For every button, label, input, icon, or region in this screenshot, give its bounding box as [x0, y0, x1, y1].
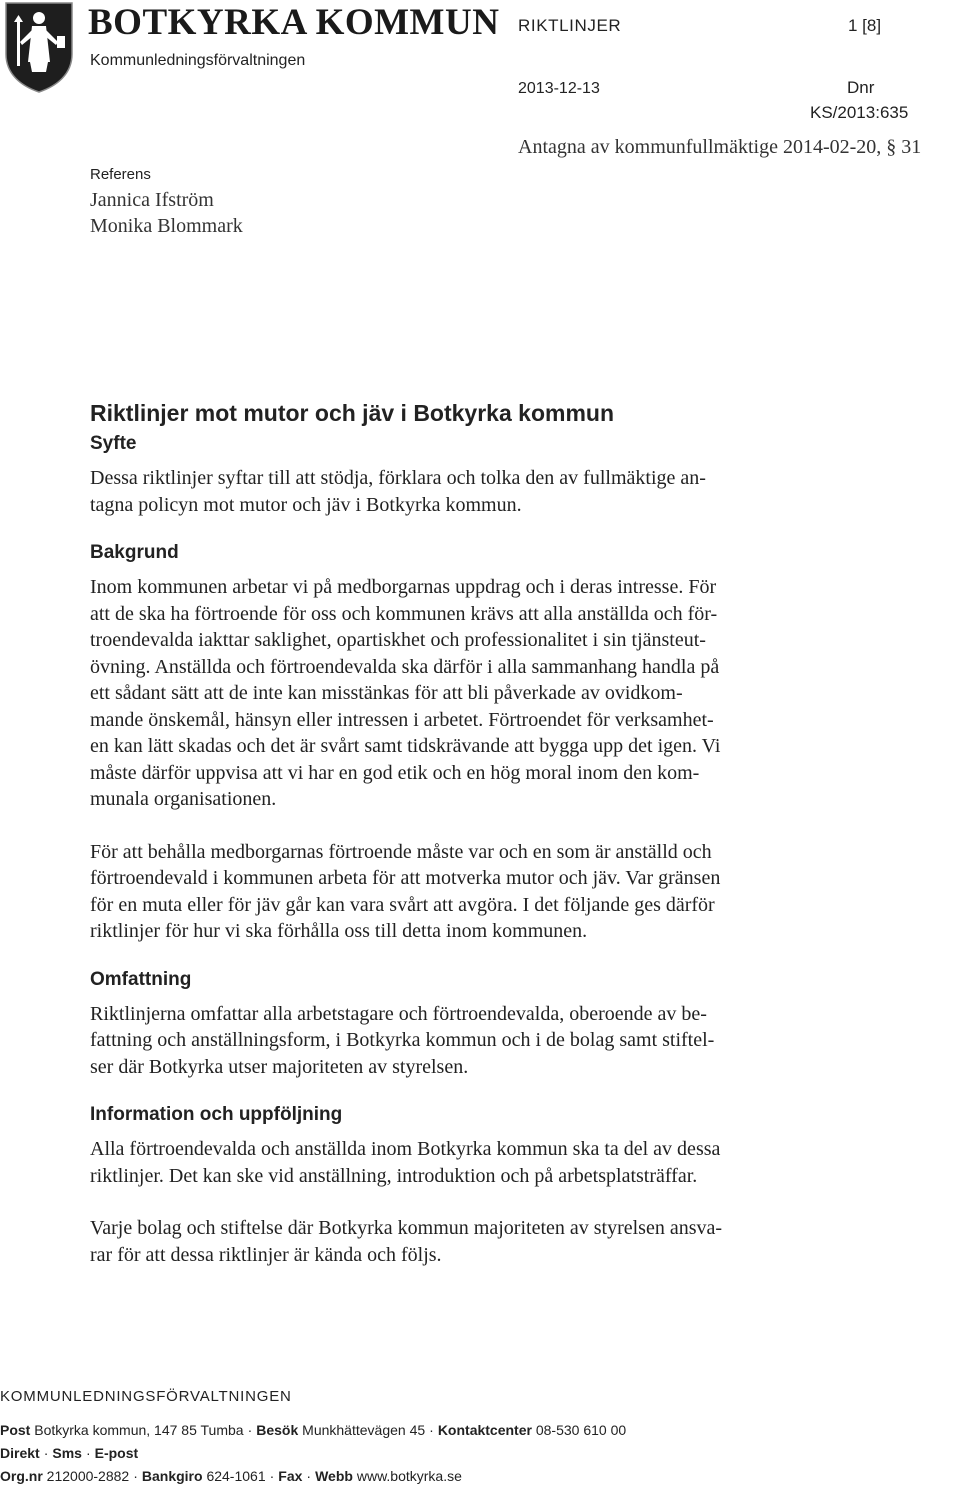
document-title: Riktlinjer mot mutor och jäv i Botkyrka kommun: [90, 400, 614, 426]
text-line: rar för att dessa riktlinjer är kända och följs.: [90, 1243, 442, 1266]
footer-org-row: [0, 1468, 462, 1484]
text-line: troendevalda iakttar saklighet, opartiskhet och professionalitet i sin tjänsteut-: [90, 629, 706, 651]
document-date: 2013-12-13: [518, 80, 600, 97]
footer-bankgiro-label: Bankgiro: [141, 1468, 203, 1484]
text-line: för en muta eller för jäv går kan vara svårt att avgöra. I det följande ges därför: [90, 893, 715, 916]
footer-visit-value: Munkhättevägen 45: [302, 1422, 426, 1438]
reference-name: Jannica Ifström: [90, 189, 214, 211]
text-line: För att behålla medborgarnas förtroende måste var och en som är anställd och: [90, 840, 712, 863]
reference-name: Monika Blommark: [90, 215, 243, 237]
dnr-number: KS/2013:635: [810, 103, 909, 122]
footer-email-label: E-post: [94, 1445, 139, 1461]
section-heading-bakgrund: Bakgrund: [90, 542, 179, 563]
reference-names: [90, 187, 243, 239]
document-type: RIKTLINJER: [518, 16, 622, 35]
footer-contact-value: 08-530 610 00: [535, 1422, 627, 1438]
paragraph-information-2: [90, 1215, 850, 1268]
footer-orgnr-label: Org.nr: [0, 1468, 43, 1484]
footer-channels-row: [0, 1445, 138, 1461]
text-line: ett sådant sätt att de inte kan misstänkas för att bli påverkade av ovidkom-: [90, 682, 683, 704]
section-heading-omfattning: Omfattning: [90, 968, 192, 990]
footer-separator: ·: [85, 1445, 91, 1461]
text-line: mande önskemål, hänsyn eller intressen i arbetet. Förtroendet för verksamhet-: [90, 708, 714, 731]
footer-sms-label: Sms: [52, 1445, 82, 1461]
footer-contact-label: Kontaktcenter: [437, 1422, 532, 1438]
footer-separator: ·: [247, 1422, 253, 1438]
text-line: tagna policyn mot mutor och jäv i Botkyrka kommun.: [90, 493, 522, 516]
footer-direct-label: Direkt: [0, 1445, 40, 1461]
footer-separator: ·: [133, 1468, 138, 1484]
footer-orgnr-value: 212000-2882: [46, 1468, 130, 1484]
paragraph-information-1: [90, 1136, 850, 1189]
adoption-note: Antagna av kommunfullmäktige 2014-02-20, § 31: [518, 136, 922, 158]
text-line: Inom kommunen arbetar vi på medborgarnas uppdrag och i deras intresse. För: [90, 576, 717, 598]
text-line: Dessa riktlinjer syftar till att stödja, förklara och tolka den av fullmäktige an-: [90, 467, 706, 489]
text-line: måste därför uppvisa att vi har en god etik och en hög moral inom den kom-: [90, 761, 700, 784]
text-line: Riktlinjerna omfattar alla arbetstagare och förtroendevalda, oberoende av be-: [90, 1002, 707, 1025]
paragraph-bakgrund-2: [90, 839, 850, 945]
footer-separator: ·: [269, 1468, 275, 1484]
text-line: munala organisationen.: [90, 788, 277, 810]
footer-bankgiro-value: 624-1061: [206, 1468, 266, 1484]
footer-visit-label: Besök: [256, 1422, 299, 1438]
page-number: 1 [8]: [848, 16, 882, 35]
footer-contact-row: [0, 1422, 626, 1438]
text-line: förtroendevald i kommunen arbeta för att motverka mutor och jäv. Var gränsen: [90, 867, 721, 889]
paragraph-syfte: [90, 465, 850, 518]
footer-fax-label: Fax: [278, 1468, 303, 1484]
text-line: fattning och anställningsform, i Botkyrka kommun och i de bolag samt stiftel-: [90, 1029, 715, 1051]
paragraph-bakgrund-1: [90, 574, 850, 813]
dnr-label: Dnr: [847, 78, 875, 97]
reference-label: Referens: [90, 166, 151, 183]
department-name: Kommunledningsförvaltningen: [90, 52, 306, 69]
document-body: [90, 397, 850, 1268]
text-line: riktlinjer. Det kan ske vid anställning, introduktion och på arbetsplatsträffar.: [90, 1164, 698, 1187]
municipality-name: BOTKYRKA KOMMUN: [88, 2, 500, 43]
footer-separator: ·: [306, 1468, 312, 1484]
section-heading-information: Information och uppföljning: [90, 1104, 343, 1125]
footer-post-label: Post: [0, 1422, 31, 1438]
text-line: Varje bolag och stiftelse där Botkyrka kommun majoriteten av styrelsen ansva-: [90, 1217, 723, 1239]
text-line: ser där Botkyrka utser majoriteten av styrelsen.: [90, 1055, 469, 1078]
section-heading-syfte: Syfte: [90, 433, 137, 454]
text-line: att de ska ha förtroende för oss och kommunen krävs att alla anställda och för-: [90, 602, 718, 625]
footer-web-link[interactable]: www.botkyrka.se: [356, 1468, 462, 1484]
footer-separator: ·: [429, 1422, 434, 1438]
footer-web-label: Webb: [315, 1468, 353, 1484]
footer-post-value: Botkyrka kommun, 147 85 Tumba: [34, 1422, 244, 1438]
text-line: övning. Anställda och förtroendevalda ska därför i alla sammanhang handla på: [90, 655, 720, 678]
municipality-crest-logo: [2, 0, 76, 94]
text-line: Alla förtroendevalda och anställda inom Botkyrka kommun ska ta del av dessa: [90, 1138, 721, 1160]
footer-department: KOMMUNLEDNINGSFÖRVALTNINGEN: [0, 1388, 292, 1405]
paragraph-omfattning: [90, 1001, 850, 1081]
footer-separator: ·: [43, 1445, 49, 1461]
text-line: riktlinjer för hur vi ska förhålla oss till detta inom kommunen.: [90, 920, 588, 942]
text-line: en kan lätt skadas och det är svårt samt tidskrävande att bygga upp det igen. Vi: [90, 735, 721, 757]
